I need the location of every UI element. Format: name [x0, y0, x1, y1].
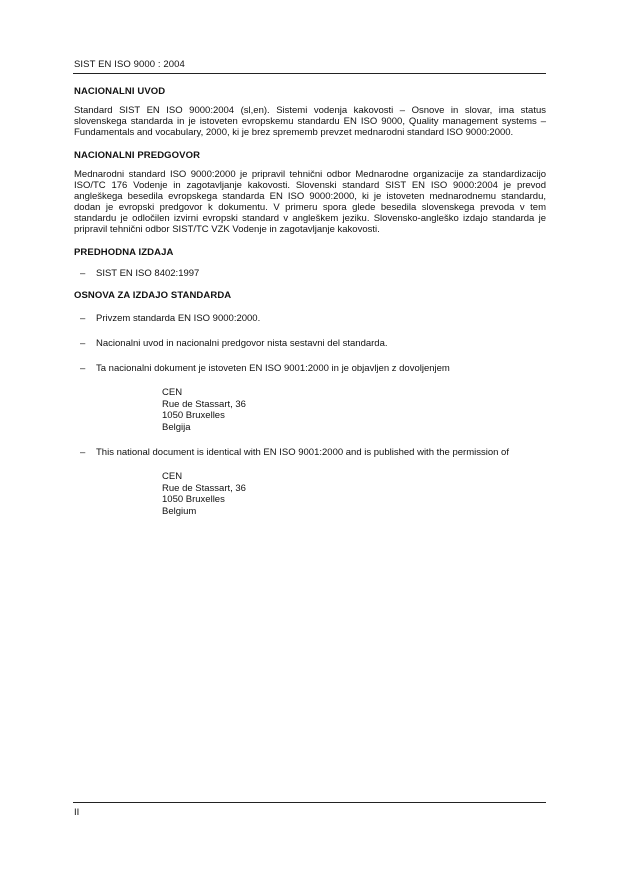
address-line: Rue de Stassart, 36 [162, 482, 246, 494]
page-number: II [74, 807, 80, 818]
address-line: 1050 Bruxelles [162, 494, 225, 505]
basis-list [74, 313, 546, 517]
list-item-text: Privzem standarda EN ISO 9000:2000. [96, 313, 261, 324]
running-header: SIST EN ISO 9000 : 2004 [74, 59, 185, 70]
list-item-text: SIST EN ISO 8402:1997 [96, 268, 200, 279]
list-item [74, 447, 546, 517]
address-block-sl [162, 387, 546, 433]
section-heading-national-intro: NACIONALNI UVOD [74, 86, 166, 97]
section-heading-basis: OSNOVA ZA IZDAJO STANDARDA [74, 290, 232, 301]
address-line: Belgija [162, 421, 191, 433]
list-dash: – [80, 338, 86, 349]
list-dash: – [80, 447, 86, 458]
list-dash: – [80, 268, 86, 279]
list-item-text: Ta nacionalni dokument je istoveten EN ISO 9001:2000 in je objavljen z dovoljenjem [96, 363, 450, 374]
list-item [74, 363, 546, 433]
section-heading-national-foreword: NACIONALNI PREDGOVOR [74, 150, 201, 161]
header-divider [73, 73, 546, 74]
address-line: 1050 Bruxelles [162, 410, 225, 421]
list-item [74, 338, 546, 349]
address-line: CEN [162, 387, 183, 398]
national-intro-paragraph: Standard SIST EN ISO 9000:2004 (sl,en). Sistemi vodenja kakovosti – Osnove in slovar, ima status slovenskega standarda in je istoveten evropskemu standardu EN ISO 9000, Quality management systems – Fundamentals and vocabulary, 2000, ki je brez sprememb prevzet mednarodni standard ISO 9000:2000. [74, 105, 546, 138]
address-line: Belgium [162, 505, 197, 517]
national-foreword-paragraph: Mednarodni standard ISO 9000:2000 je pripravil tehnični odbor Mednarodne organizacije za standardizacijo ISO/TC 176 Vodenje in zagotavljanje kakovosti. Slovenski standard SIST EN ISO 9000:2004 je prevod angleškega besedila evropskega standarda EN ISO 9000:2000, ki je istoveten mednarodnemu standardu, dodan je evropski predgovor k dokumentu. V primeru spora glede besedila slovenskega prevoda v tem standardu je odločilen izvirni evropski standard v angleškem jeziku. Slovensko-angleško izdajo standarda je pripravil tehnični odbor SIST/TC VZK Vodenje in zagotavljanje kakovosti. [74, 169, 546, 235]
list-item [74, 313, 546, 324]
list-dash: – [80, 313, 86, 324]
page-content [74, 86, 546, 528]
section-heading-previous-edition: PREDHODNA IZDAJA [74, 247, 174, 258]
list-dash: – [80, 363, 86, 374]
address-block-en [162, 471, 546, 517]
footer-divider [73, 802, 546, 803]
address-line: Rue de Stassart, 36 [162, 398, 246, 410]
address-line: CEN [162, 471, 183, 482]
list-item-text: Nacionalni uvod in nacionalni predgovor nista sestavni del standarda. [96, 338, 388, 349]
list-item [74, 268, 546, 279]
previous-edition-list [74, 268, 546, 279]
list-item-text: This national document is identical with EN ISO 9001:2000 and is published with the permission of [96, 447, 509, 458]
